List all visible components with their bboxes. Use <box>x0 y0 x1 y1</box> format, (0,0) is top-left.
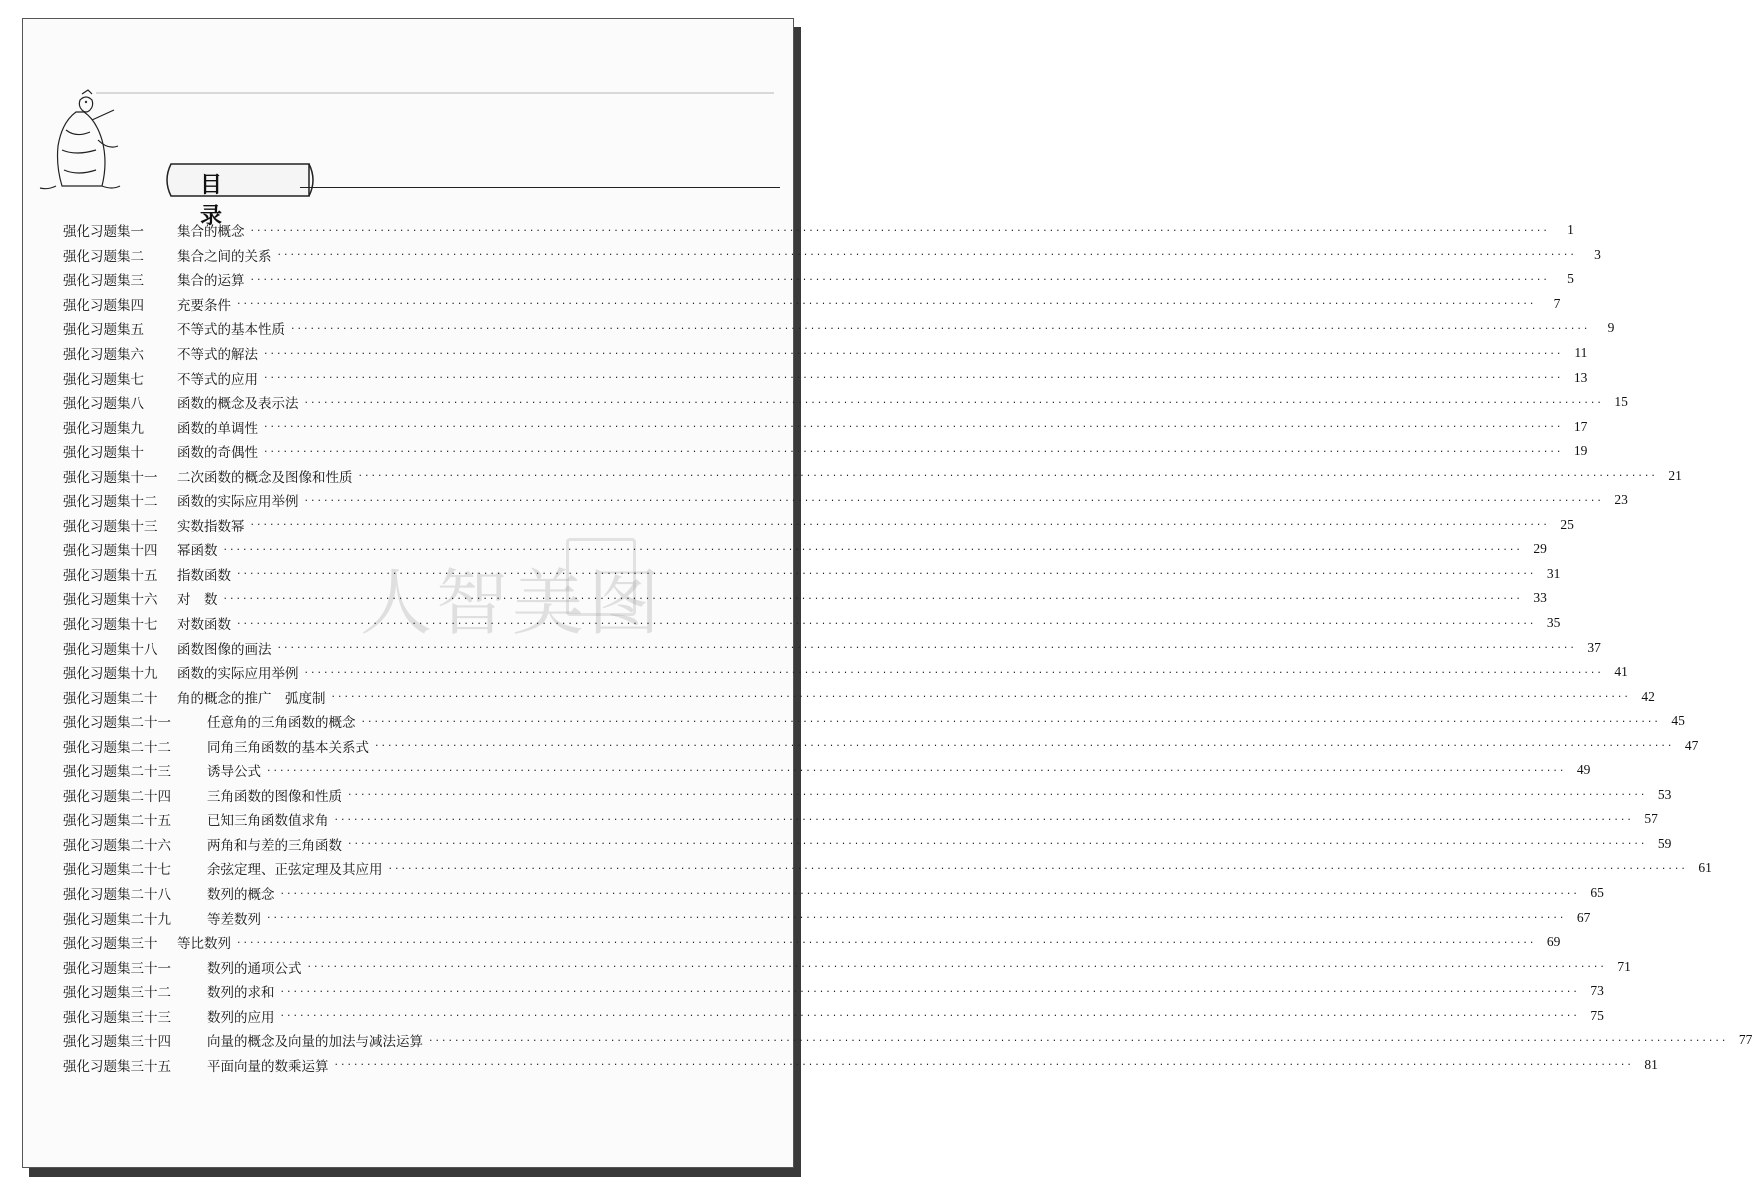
toc-leader-dots: ········································································································································································································ <box>237 567 1537 581</box>
toc-entry-label: 强化习题集三十 <box>63 936 158 953</box>
toc-leader-dots: ········································································································································································································ <box>267 911 1567 925</box>
toc-leader-dots: ········································································································································································································ <box>429 1033 1729 1047</box>
toc-entry[interactable] <box>63 562 1561 587</box>
toc-entry-label: 强化习题集二十八 <box>63 887 171 904</box>
toc-leader-dots: ········································································································································································································ <box>264 420 1564 434</box>
toc-entry-label: 强化习题集十二 <box>63 494 158 511</box>
toc-entry-title: 函数的奇偶性 <box>177 445 258 462</box>
toc-entry[interactable] <box>63 218 1574 243</box>
toc-entry-label: 强化习题集二十 <box>63 690 158 707</box>
toc-entry-label: 强化习题集十九 <box>63 666 158 683</box>
toc-entry[interactable] <box>63 684 1655 709</box>
toc-entry-title: 函数的实际应用举例 <box>177 666 299 683</box>
toc-entry-title: 函数的单调性 <box>177 420 258 437</box>
toc-leader-dots: ········································································································································································································ <box>334 812 1634 826</box>
toc-entry[interactable] <box>63 586 1547 611</box>
toc-entry-page-number: 9 <box>1607 320 1615 336</box>
toc-leader-dots: ········································································································································································································ <box>348 788 1648 802</box>
toc-entry-title: 对数函数 <box>177 617 231 634</box>
toc-entry-title: 向量的概念及向量的加法与减法运算 <box>207 1034 423 1051</box>
toc-leader-dots: ········································································································································································································ <box>388 861 1688 875</box>
toc-entry-label: 强化习题集十八 <box>63 641 158 658</box>
toc-entry-page-number: 31 <box>1546 565 1561 581</box>
toc-entry-page-number: 29 <box>1533 541 1547 557</box>
toc-entry[interactable] <box>63 488 1628 513</box>
toc-entry-label: 强化习题集二十三 <box>63 764 171 781</box>
toc-entry[interactable] <box>63 856 1712 881</box>
scholar-figure-illustration <box>36 90 126 200</box>
toc-entry-title: 任意角的三角函数的概念 <box>207 715 356 732</box>
toc-entry[interactable] <box>63 365 1588 390</box>
toc-entry-label: 强化习题集三 <box>63 273 144 290</box>
toc-entry-page-number: 3 <box>1594 246 1601 262</box>
table-of-contents <box>63 218 1752 1077</box>
toc-entry-label: 强化习题集二十五 <box>63 813 171 830</box>
toc-leader-dots: ········································································································································································································ <box>264 346 1564 360</box>
toc-entry-title: 二次函数的概念及图像和性质 <box>177 469 353 486</box>
toc-entry-page-number: 69 <box>1546 934 1561 950</box>
toc-entry-label: 强化习题集六 <box>63 347 144 363</box>
toc-leader-dots: ········································································································································································································ <box>331 690 1631 704</box>
toc-leader-dots: ········································································································································································································ <box>375 739 1675 753</box>
toc-entry-page-number: 73 <box>1590 983 1604 999</box>
toc-leader-dots: ········································································································································································································ <box>280 1009 1580 1023</box>
toc-leader-dots: ········································································································································································································ <box>334 1058 1634 1072</box>
toc-leader-dots: ········································································································································································································ <box>307 960 1607 974</box>
toc-entry-page-number: 57 <box>1644 811 1658 827</box>
toc-entry-title: 等差数列 <box>207 911 261 928</box>
toc-entry-page-number: 21 <box>1668 467 1682 483</box>
toc-entry-page-number: 42 <box>1641 688 1655 704</box>
toc-entry[interactable] <box>63 930 1561 955</box>
toc-entry-label: 强化习题集十六 <box>63 592 158 609</box>
toc-entry-title: 对 数 <box>177 592 218 609</box>
toc-entry-title: 两角和与差的三角函数 <box>207 837 342 854</box>
toc-entry-title: 同角三角函数的基本关系式 <box>207 739 369 756</box>
toc-leader-dots: ········································································································································································································ <box>223 591 1523 605</box>
toc-entry[interactable] <box>63 316 1615 341</box>
toc-entry-page-number: 65 <box>1590 885 1604 901</box>
toc-entry-title: 集合的概念 <box>177 224 245 241</box>
toc-entry-title: 不等式的应用 <box>177 371 258 388</box>
toc-entry[interactable] <box>63 709 1685 734</box>
toc-entry-label: 强化习题集二十二 <box>63 739 171 756</box>
toc-entry-title: 三角函数的图像和性质 <box>207 788 342 805</box>
toc-entry[interactable] <box>63 537 1547 562</box>
toc-leader-dots: ········································································································································································································ <box>250 223 1550 237</box>
toc-entry[interactable] <box>63 783 1672 808</box>
toc-entry[interactable] <box>63 979 1604 1004</box>
toc-leader-dots: ········································································································································································································ <box>361 714 1661 728</box>
toc-entry-page-number: 75 <box>1590 1007 1604 1023</box>
toc-leader-dots: ········································································································································································································ <box>304 493 1604 507</box>
toc-entry-label: 强化习题集一 <box>63 224 144 241</box>
toc-entry[interactable] <box>63 414 1588 439</box>
toc-entry-label: 强化习题集十一 <box>63 469 158 486</box>
toc-entry-page-number: 35 <box>1546 615 1561 631</box>
toc-entry-page-number: 71 <box>1617 958 1631 974</box>
toc-entry-page-number: 47 <box>1684 737 1699 753</box>
toc-entry-page-number: 23 <box>1614 492 1628 508</box>
title-underline <box>300 187 780 188</box>
toc-entry-label: 强化习题集三十二 <box>63 985 171 1002</box>
toc-entry-label: 强化习题集二十六 <box>63 837 171 854</box>
toc-entry-label: 强化习题集十五 <box>63 567 158 584</box>
toc-entry-title: 集合的运算 <box>177 273 245 290</box>
toc-entry[interactable] <box>63 807 1658 832</box>
toc-entry-label: 强化习题集八 <box>63 396 144 413</box>
toc-leader-dots: ········································································································································································································ <box>291 321 1591 335</box>
toc-entry-title: 平面向量的数乘运算 <box>207 1058 329 1075</box>
toc-entry-label: 强化习题集三十三 <box>63 1009 171 1026</box>
toc-entry-label: 强化习题集七 <box>63 371 144 388</box>
toc-entry[interactable] <box>63 439 1588 464</box>
toc-entry-title: 函数的实际应用举例 <box>177 494 299 511</box>
toc-leader-dots: ········································································································································································································ <box>264 371 1564 385</box>
toc-entry-page-number: 25 <box>1560 516 1574 532</box>
toc-entry-page-number: 81 <box>1644 1056 1658 1072</box>
toc-entry-title: 等比数列 <box>177 936 231 953</box>
toc-leader-dots: ········································································································································································································ <box>267 763 1567 777</box>
toc-entry-page-number: 5 <box>1567 271 1574 287</box>
toc-entry-label: 强化习题集三十四 <box>63 1034 171 1051</box>
toc-entry[interactable] <box>63 243 1601 268</box>
toc-entry[interactable] <box>63 341 1588 366</box>
toc-entry-label: 强化习题集十三 <box>63 518 158 535</box>
toc-entry[interactable] <box>63 905 1591 930</box>
toc-entry-page-number: 17 <box>1573 418 1588 434</box>
toc-entry-label: 强化习题集二十九 <box>63 911 171 928</box>
toc-leader-dots: ········································································································································································································ <box>277 248 1577 262</box>
toc-entry[interactable] <box>63 292 1561 317</box>
toc-entry-label: 强化习题集三十一 <box>63 960 171 977</box>
toc-entry-label: 强化习题集九 <box>63 420 144 437</box>
toc-entry[interactable] <box>63 635 1601 660</box>
toc-leader-dots: ········································································································································································································ <box>237 935 1537 949</box>
toc-entry-page-number: 59 <box>1657 835 1672 851</box>
toc-entry-label: 强化习题集十 <box>63 445 144 462</box>
watermark-text: 人智美图 <box>360 561 665 645</box>
toc-entry-page-number: 13 <box>1573 369 1588 385</box>
toc-entry-page-number: 37 <box>1587 639 1601 655</box>
toc-entry-page-number: 77 <box>1738 1032 1752 1048</box>
toc-entry-page-number: 41 <box>1614 664 1628 680</box>
toc-entry-title: 不等式的基本性质 <box>177 322 285 339</box>
toc-entry[interactable] <box>63 881 1604 906</box>
toc-entry-title: 指数函数 <box>177 567 231 584</box>
toc-entry-page-number: 7 <box>1553 295 1561 311</box>
toc-entry-page-number: 49 <box>1576 762 1591 778</box>
toc-entry-title: 数列的通项公式 <box>207 960 302 977</box>
toc-entry-title: 充要条件 <box>177 297 231 314</box>
page-title: 目 录 <box>200 172 251 229</box>
toc-entry-label: 强化习题集二十四 <box>63 788 171 805</box>
toc-entry-title: 函数的概念及表示法 <box>177 396 299 413</box>
toc-entry[interactable] <box>63 1004 1604 1029</box>
toc-leader-dots: ········································································································································································································ <box>264 444 1564 458</box>
toc-entry-label: 强化习题集十四 <box>63 543 158 560</box>
toc-entry-label: 强化习题集十七 <box>63 617 158 634</box>
toc-leader-dots: ········································································································································································································ <box>223 542 1523 556</box>
toc-entry-page-number: 11 <box>1574 345 1588 360</box>
toc-entry-label: 强化习题集二十一 <box>63 715 171 732</box>
toc-leader-dots: ········································································································································································································ <box>348 837 1648 851</box>
toc-entry[interactable] <box>63 1053 1658 1078</box>
toc-entry-title: 函数图像的画法 <box>177 641 272 658</box>
toc-leader-dots: ········································································································································································································ <box>250 518 1550 532</box>
toc-entry[interactable] <box>63 1028 1752 1053</box>
toc-leader-dots: ········································································································································································································ <box>304 395 1604 409</box>
toc-entry-label: 强化习题集四 <box>63 297 144 314</box>
toc-entry-page-number: 15 <box>1614 394 1628 410</box>
toc-entry-title: 角的概念的推广 弧度制 <box>177 690 326 707</box>
toc-entry-title: 数列的应用 <box>207 1009 275 1026</box>
toc-leader-dots: ········································································································································································································ <box>358 469 1658 483</box>
toc-leader-dots: ········································································································································································································ <box>277 641 1577 655</box>
toc-entry-label: 强化习题集二十七 <box>63 862 171 879</box>
toc-entry[interactable] <box>63 954 1631 979</box>
toc-entry-title: 诱导公式 <box>207 764 261 781</box>
toc-entry[interactable] <box>63 463 1682 488</box>
toc-entry-label: 强化习题集五 <box>63 322 144 339</box>
toc-entry-label: 强化习题集二 <box>63 248 144 265</box>
toc-entry[interactable] <box>63 758 1591 783</box>
toc-entry[interactable] <box>63 267 1574 292</box>
toc-leader-dots: ········································································································································································································ <box>280 984 1580 998</box>
toc-leader-dots: ········································································································································································································ <box>237 616 1537 630</box>
toc-entry-page-number: 53 <box>1657 786 1672 802</box>
toc-entry-page-number: 67 <box>1576 909 1591 925</box>
toc-entry-page-number: 45 <box>1671 713 1685 729</box>
toc-entry[interactable] <box>63 832 1672 857</box>
toc-leader-dots: ········································································································································································································ <box>304 665 1604 679</box>
toc-entry[interactable] <box>63 390 1628 415</box>
toc-leader-dots: ········································································································································································································ <box>280 886 1580 900</box>
toc-entry-page-number: 19 <box>1573 443 1588 459</box>
toc-entry-label: 强化习题集三十五 <box>63 1058 171 1075</box>
toc-entry-title: 实数指数幂 <box>177 518 245 535</box>
toc-entry[interactable] <box>63 733 1699 758</box>
toc-entry-page-number: 1 <box>1567 222 1574 238</box>
toc-entry-title: 集合之间的关系 <box>177 248 272 265</box>
toc-entry-title: 余弦定理、正弦定理及其应用 <box>207 862 383 879</box>
toc-leader-dots: ········································································································································································································ <box>237 297 1537 311</box>
toc-entry[interactable] <box>63 660 1628 685</box>
bleed-through-line <box>96 92 774 94</box>
toc-entry-title: 数列的概念 <box>207 887 275 904</box>
toc-entry-title: 数列的求和 <box>207 985 275 1002</box>
toc-entry-title: 已知三角函数值求角 <box>207 813 329 830</box>
toc-entry-title: 幂函数 <box>177 543 218 560</box>
toc-entry-page-number: 33 <box>1533 590 1547 606</box>
toc-entry[interactable] <box>63 513 1574 538</box>
toc-entry-title: 不等式的解法 <box>177 347 258 363</box>
toc-leader-dots: ········································································································································································································ <box>250 272 1550 286</box>
toc-entry[interactable] <box>63 611 1561 636</box>
toc-entry-page-number: 61 <box>1698 860 1712 876</box>
